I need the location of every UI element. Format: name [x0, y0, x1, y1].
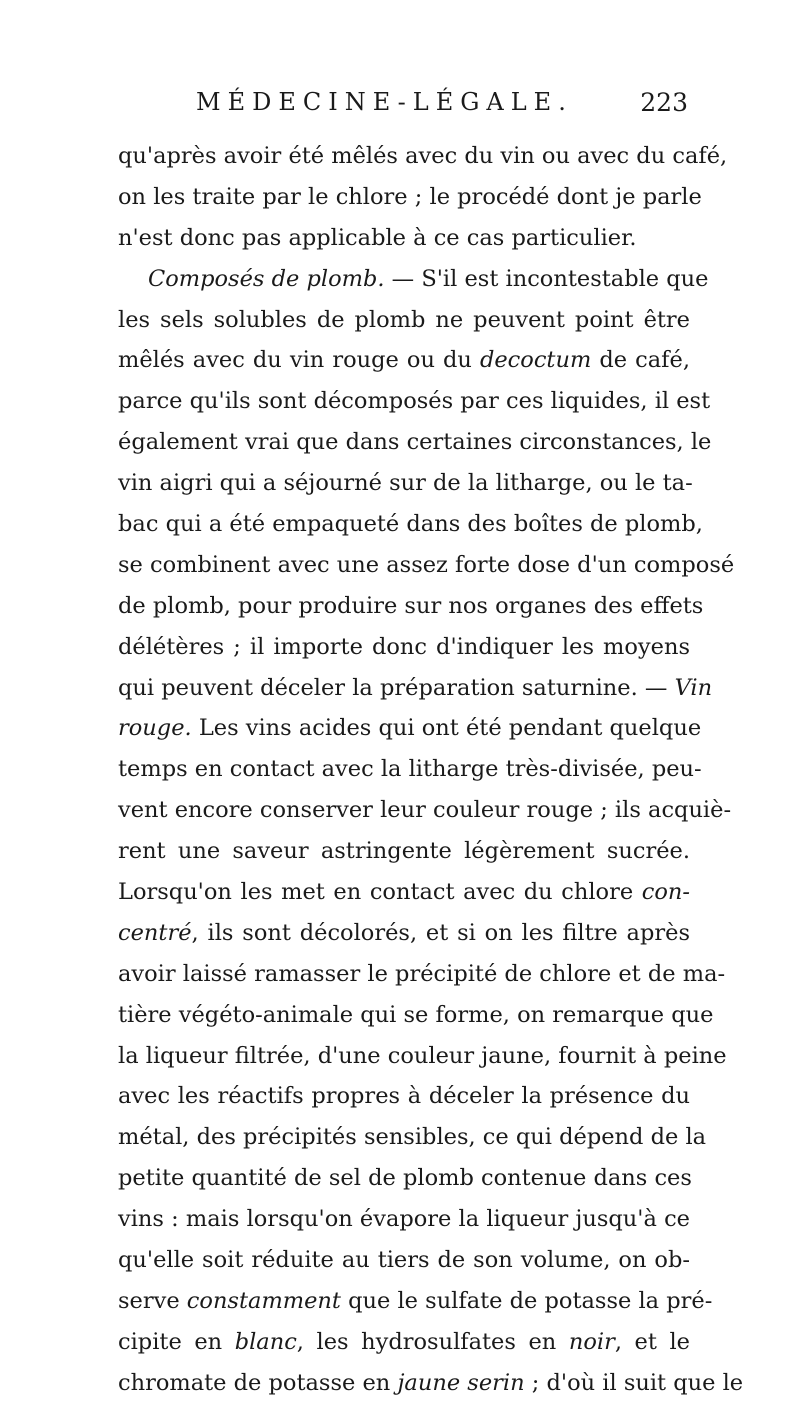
text-line — [118, 340, 690, 381]
text-run: cipite en — [118, 1328, 235, 1355]
text-run: délétères ; il importe donc d'indiquer les moyens — [118, 633, 690, 660]
text-line — [118, 1117, 707, 1158]
text-line — [118, 708, 702, 749]
text-line — [118, 463, 693, 504]
text-line — [118, 627, 690, 668]
text-line — [118, 1036, 727, 1077]
text-line — [118, 136, 728, 177]
text-run: qui peuvent déceler la préparation saturnine. — — [118, 674, 675, 701]
text-run: se combinent avec une assez forte dose d'un composé — [118, 551, 735, 578]
text-line — [118, 218, 690, 259]
text-run: tière végéto-animale qui se forme, on remarque que — [118, 1001, 714, 1028]
text-line — [118, 749, 702, 790]
text-run: bac qui a été empaqueté dans des boîtes de plomb, — [118, 511, 703, 538]
text-run: de plomb, pour produire sur nos organes des effets — [118, 592, 704, 619]
text-run: vin aigri qui a séjourné sur de la litharge, ou le ta- — [118, 470, 693, 497]
text-run: temps en contact avec la litharge très-divisée, peu- — [118, 756, 702, 783]
italic-text: jaune serin — [397, 1369, 525, 1396]
body-text — [118, 136, 744, 1404]
italic-text: constamment — [186, 1287, 341, 1314]
text-line — [118, 995, 714, 1036]
text-run: de café, — [591, 347, 690, 374]
text-run: mêlés avec du vin rouge ou du — [118, 347, 480, 374]
italic-text: centré — [118, 919, 192, 946]
italic-text: rouge. — [118, 715, 192, 742]
text-run: on les traite par le chlore ; le procédé dont je parle — [118, 183, 702, 210]
text-line — [118, 177, 702, 218]
text-line — [118, 1199, 690, 1240]
text-line — [118, 831, 690, 872]
text-run: , et le — [614, 1328, 690, 1355]
text-run: métal, des précipités sensibles, ce qui dépend de la — [118, 1124, 707, 1151]
text-run: les sels solubles de plomb ne peuvent point être — [118, 306, 690, 333]
text-line — [118, 381, 711, 422]
text-run: serve — [118, 1287, 187, 1314]
text-line — [118, 300, 690, 341]
text-line — [118, 954, 726, 995]
text-line — [118, 422, 712, 463]
text-run: que le sulfate de potasse la pré- — [340, 1287, 713, 1314]
text-line — [118, 872, 690, 913]
text-run: vins : mais lorsqu'on évapore la liqueur jusqu'à ce — [118, 1206, 690, 1233]
text-line — [118, 1240, 690, 1281]
running-title: MÉDECINE-LÉGALE. — [196, 88, 573, 116]
italic-text: decoctum — [479, 347, 592, 374]
italic-text: Composés de plomb. — [148, 265, 385, 292]
text-line — [118, 913, 690, 954]
text-run: qu'après avoir été mêlés avec du vin ou avec du café, — [118, 143, 728, 169]
text-run: avoir laissé ramasser le précipité de chlore et de ma- — [118, 960, 726, 987]
text-run: vent encore conserver leur couleur rouge ; ils acquiè- — [118, 797, 732, 824]
text-run: Lorsqu'on les met en contact avec du chlore — [118, 879, 642, 906]
text-line — [118, 259, 709, 300]
text-run: , les hydrosulfates en — [296, 1328, 569, 1355]
text-run: petite quantité de sel de plomb contenue dans ces — [118, 1165, 692, 1192]
page-number: 223 — [640, 88, 688, 117]
text-run: rent une saveur astringente légèrement sucrée. — [118, 838, 690, 865]
text-line — [118, 1363, 744, 1404]
italic-text: blanc — [234, 1328, 297, 1355]
text-run: ; d'où il suit que le — [524, 1369, 744, 1396]
text-line — [118, 1158, 690, 1199]
italic-text: con- — [641, 879, 690, 906]
text-run: qu'elle soit réduite au tiers de son volume, on ob- — [118, 1247, 690, 1274]
text-line — [118, 1322, 690, 1363]
text-run: avec les réactifs propres à déceler la présence du — [118, 1083, 690, 1110]
text-line — [118, 586, 704, 627]
text-run: chromate de potasse en — [118, 1369, 398, 1396]
text-run: Les vins acides qui ont été pendant quelque — [191, 715, 702, 742]
italic-text: Vin — [674, 674, 713, 701]
page-header — [118, 88, 688, 128]
text-run: la liqueur filtrée, d'une couleur jaune, fournit à peine — [118, 1042, 727, 1069]
text-line — [118, 545, 735, 586]
text-line — [118, 504, 703, 545]
text-line — [118, 668, 713, 709]
italic-text: noir — [568, 1328, 615, 1355]
text-run: — S'il est incontestable que — [384, 265, 709, 292]
text-run: , ils sont décolorés, et si on les filtre après — [191, 919, 690, 946]
text-run: n'est donc pas applicable à ce cas particulier. — [118, 224, 637, 251]
text-line — [118, 1281, 713, 1322]
text-run: parce qu'ils sont décomposés par ces liquides, il est — [118, 388, 711, 415]
text-run: également vrai que dans certaines circonstances, le — [118, 429, 712, 456]
text-line — [118, 1076, 690, 1117]
text-line — [118, 790, 732, 831]
